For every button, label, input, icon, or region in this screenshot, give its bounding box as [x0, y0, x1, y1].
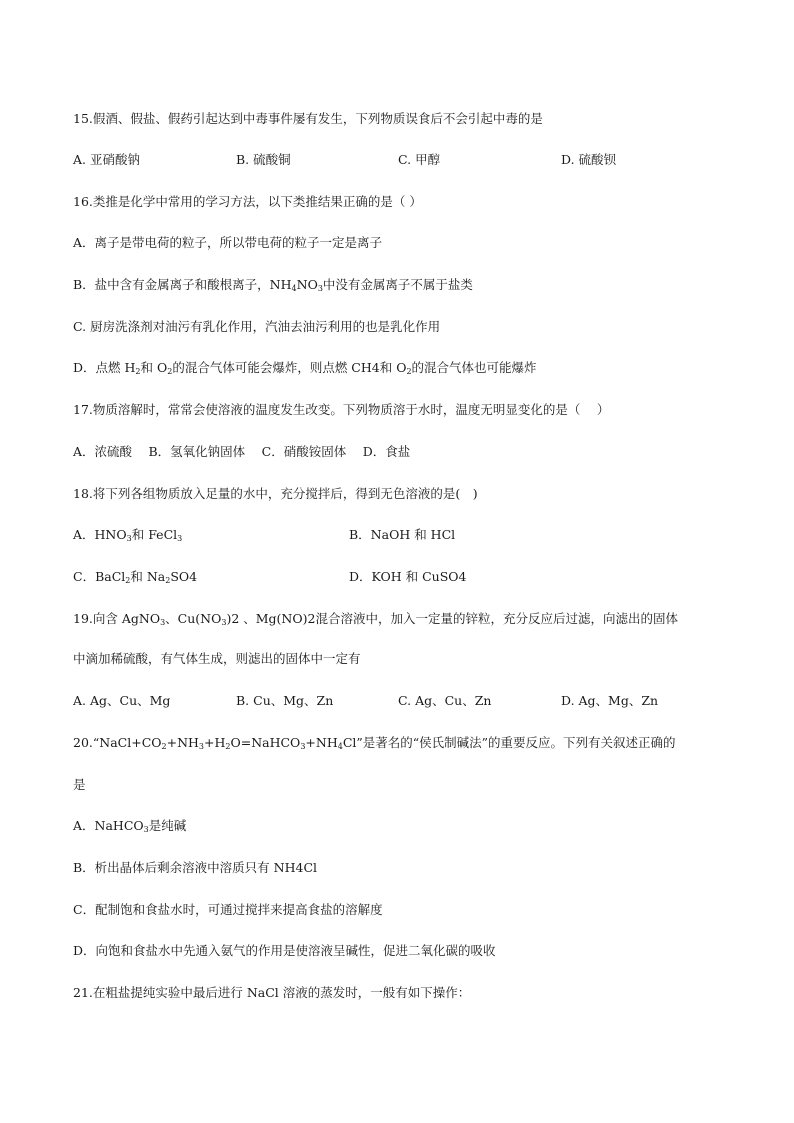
q15-option-c: C. 甲醇 [398, 152, 441, 167]
q19-option-a: A. Ag、Cu、Mg [73, 693, 171, 708]
q19-option-c: C. Ag、Cu、Zn [398, 693, 492, 708]
q15-option-a: A. 亚硝酸钠 [73, 152, 140, 167]
q18-option-a: A．$HNO_3$和 FeCl$_3$ [73, 527, 183, 543]
q20-option-c: C．配制饱和食盐水时，可通过搅拌来提高食盐的溶解度 [73, 902, 383, 917]
question-20-stem-line2: 是 [73, 777, 86, 792]
q15-option-d: D. 硫酸钡 [561, 152, 617, 167]
question-18-stem: 18.将下列各组物质放入足量的水中，充分搅拌后，得到无色溶液的是( ) [73, 486, 478, 501]
question-19-stem-line1: 19.向含 AgNO$_3$、$Cu(NO_3)2$ 、Mg(NO)2混合溶液中，加入一定量的锌粒，充分反应后过滤，向滤出的固体 [73, 611, 678, 627]
question-16-stem: 16.类推是化学中常用的学习方法，以下类推结果正确的是（ ） [73, 194, 422, 209]
q16-option-c: C. 厨房洗涤剂对油污有乳化作用，汽油去油污利用的也是乳化作用 [73, 319, 441, 334]
q20-option-b: B．析出晶体后剩余溶液中溶质只有 NH4Cl [73, 860, 318, 875]
q18-option-b: B．NaOH 和 HCl [349, 527, 456, 542]
q17-options: A．浓硫酸 B．氢氧化钠固体 C．硝酸铵固体 D．食盐 [73, 444, 411, 459]
q15-option-b: B. 硫酸铜 [236, 152, 291, 167]
q19-option-d: D. Ag、Mg、Zn [561, 693, 659, 708]
q20-option-d: D．向饱和食盐水中先通入氨气的作用是使溶液呈碱性，促进二氧化碳的吸收 [73, 943, 496, 958]
q18-option-d: D．KOH 和 CuSO4 [349, 569, 467, 584]
q19-option-b: B. Cu、Mg、Zn [236, 693, 334, 708]
q16-option-b: B．盐中含有金属离子和酸根离子，$NH_4NO_3$中没有金属离子不属于盐类 [73, 277, 473, 293]
q18-option-c: C．BaCl$_2$和 $Na_2SO4$ [73, 569, 198, 585]
question-21-stem: 21.在粗盐提纯实验中最后进行 NaCl 溶液的蒸发时，一般有如下操作： [73, 985, 471, 1000]
q20-option-a: A．NaHCO$_3$是纯碱 [73, 818, 187, 834]
question-15-stem: 15.假酒、假盐、假药引起达到中毒事件屡有发生，下列物质误食后不会引起中毒的是 [73, 111, 543, 126]
question-19-stem-line2: 中滴加稀硫酸，有气体生成，则滤出的固体中一定有 [73, 651, 361, 666]
question-20-stem-line1: $20.“NaCl+CO_2+NH_3+H_2O=NaHCO_3+NH_4Cl$”是著名的“侯氏制碱法”的重要反应。下列有关叙述正确的 [73, 735, 676, 751]
q16-option-a: A．离子是带电荷的粒子，所以带电荷的粒子一定是离子 [73, 235, 383, 250]
question-17-stem: 17.物质溶解时，常常会使溶液的温度发生改变。下列物质溶于水时，温度无明显变化的是（ ） [73, 402, 610, 417]
q16-option-d: D．点燃 $H_2$和 $O_2$的混合气体可能会爆炸，则点燃 CH4和 $O_2$的混合气体也可能爆炸 [73, 360, 537, 376]
